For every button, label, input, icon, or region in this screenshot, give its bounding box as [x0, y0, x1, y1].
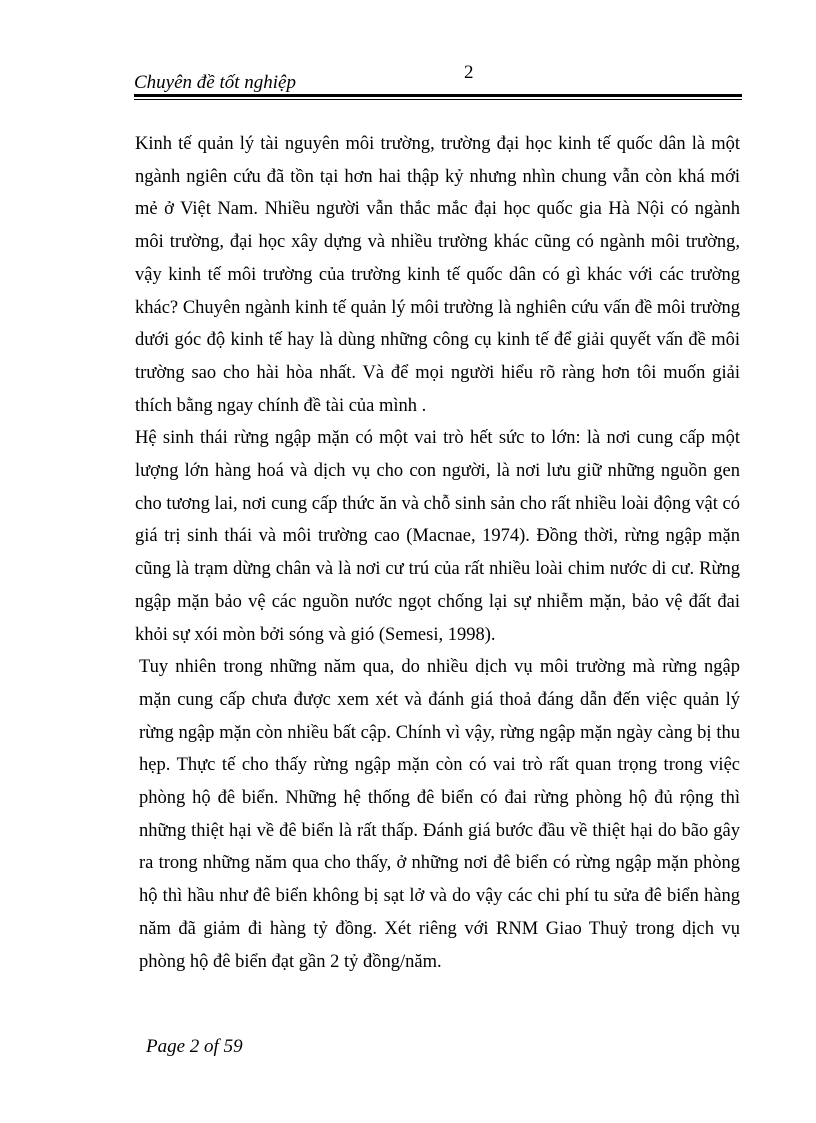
- header-page-number: 2: [464, 62, 474, 83]
- page-footer: Page 2 of 59: [146, 1036, 243, 1057]
- page-header: [134, 58, 742, 98]
- paragraph-3: Tuy nhiên trong những năm qua, do nhiều dịch vụ môi trường mà rừng ngập mặn cung cấp chưa được xem xét và đánh giá thoả đáng dẫn đến việc quản lý rừng ngập mặn còn nhiều bất cập. Chính vì vậy, rừng ngập mặn ngày càng bị thu hẹp. Thực tế cho thấy rừng ngập mặn còn có vai trò rất quan trọng trong việc phòng hộ đê biển. Những hệ thống đê biển có đai rừng phòng hộ đủ rộng thì những thiệt hại về đê biển là rất thấp. Đánh giá bước đầu về thiệt hại do bão gây ra trong những năm qua cho thấy, ở những nơi đê biển có rừng ngập mặn phòng hộ thì hầu như đê biển không bị sạt lở và do vậy các chi phí tu sửa đê biển hàng năm đã giảm đi hàng tỷ đồng. Xét riêng với RNM Giao Thuỷ trong dịch vụ phòng hộ đê biển đạt gần 2 tỷ đồng/năm.: [139, 657, 740, 972]
- paragraph-1: Kinh tế quản lý tài nguyên môi trường, trường đại học kinh tế quốc dân là một ngành ngiên cứu đã tồn tại hơn hai thập kỷ nhưng nhìn chung vẫn còn khá mới mẻ ở Việt Nam. Nhiều người vẫn thắc mắc đại học quốc gia Hà Nội có ngành môi trường, đại học xây dựng và nhiều trường khác cũng có ngành môi trường, vậy kinh tế môi trường của trường kinh tế quốc dân có gì khác với các trường khác? Chuyên ngành kinh tế quản lý môi trường là nghiên cứu vấn đề môi trường dưới góc độ kinh tế hay là dùng những công cụ kinh tế để giải quyết vấn đề môi trường sao cho hài hòa nhất. Và để mọi người hiểu rõ ràng hơn tôi muốn giải thích bằng ngay chính đề tài của mình .: [135, 134, 740, 416]
- header-title: Chuyên đề tốt nghiệp: [134, 72, 296, 93]
- paragraph-2: Hệ sinh thái rừng ngập mặn có một vai trò hết sức to lớn: là nơi cung cấp một lượng lớn hàng hoá và dịch vụ cho con người, là nơi lưu giữ những nguồn gen cho tương lai, nơi cung cấp thức ăn và chỗ sinh sản cho rất nhiều loài động vật có giá trị sinh thái và môi trường cao (Macnae, 1974). Đồng thời, rừng ngập mặn cũng là trạm dừng chân và là nơi cư trú của rất nhiều loài chim nước di cư. Rừng ngập mặn bảo vệ các nguồn nước ngọt chống lại sự nhiễm mặn, bảo vệ đất đai khỏi sự xói mòn bởi sóng và gió (Semesi, 1998).: [135, 428, 740, 645]
- header-rule-thick: [134, 94, 742, 97]
- header-rule-thin: [134, 99, 742, 100]
- document-body: [135, 128, 740, 978]
